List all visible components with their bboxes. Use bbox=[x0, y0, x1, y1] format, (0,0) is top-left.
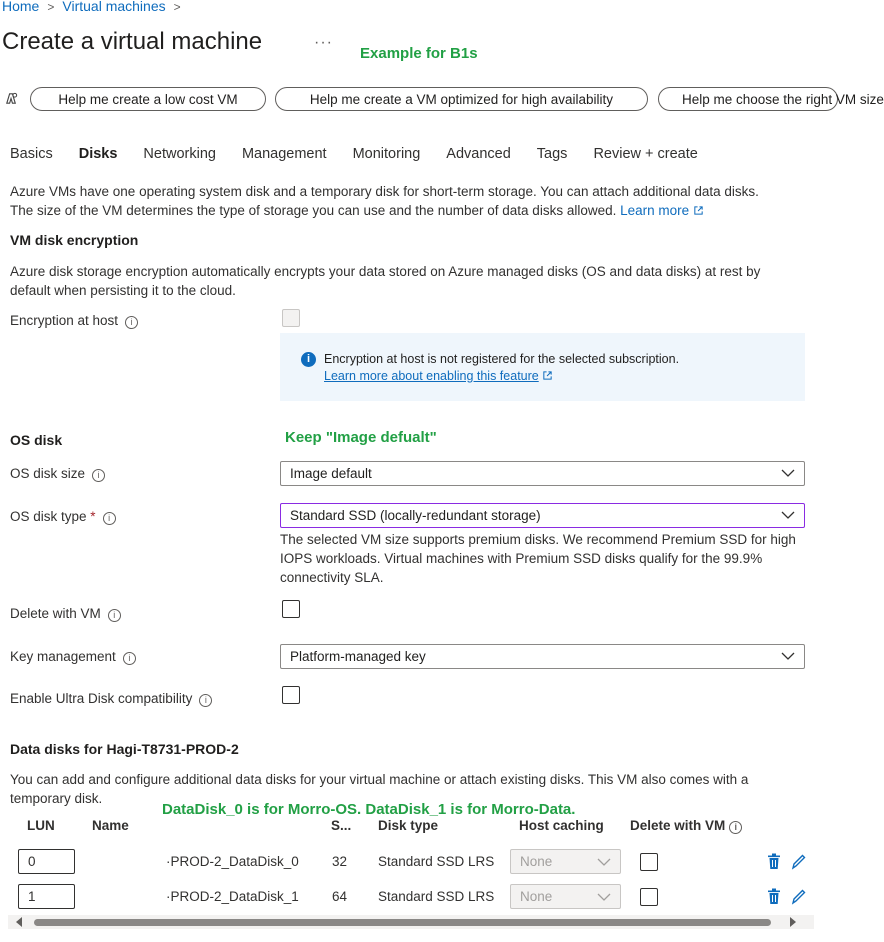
delete-with-vm-checkbox[interactable] bbox=[640, 888, 658, 906]
annotation-b1s: Example for B1s bbox=[360, 45, 478, 62]
column-header-delete-with-vm bbox=[630, 818, 742, 834]
tab-tags[interactable]: Tags bbox=[536, 146, 568, 162]
encryption-at-host-label bbox=[10, 313, 138, 329]
chevron-down-icon bbox=[597, 857, 611, 867]
info-icon[interactable]: i bbox=[729, 821, 742, 834]
column-header-delete-text: Delete with VM bbox=[630, 818, 726, 833]
os-disk-type-text: OS disk type bbox=[10, 509, 87, 524]
chevron-down-icon bbox=[781, 468, 795, 478]
os-disk-type-dropdown[interactable] bbox=[280, 503, 805, 528]
tab-advanced[interactable]: Advanced bbox=[446, 146, 511, 162]
edit-icon[interactable] bbox=[791, 853, 806, 870]
breadcrumb-home-link[interactable]: Home bbox=[2, 0, 40, 14]
info-icon[interactable]: i bbox=[123, 652, 136, 665]
chevron-down-icon bbox=[781, 510, 795, 520]
intro-line-1: Azure VMs have one operating system disk and a temporary disk for short-term storage. You can attach additional data disks. bbox=[10, 184, 759, 199]
column-header-host-caching: Host caching bbox=[519, 818, 604, 833]
info-icon[interactable]: i bbox=[199, 694, 212, 707]
os-disk-size-text: OS disk size bbox=[10, 466, 86, 481]
disks-intro-text bbox=[10, 182, 810, 220]
breadcrumb-separator: > bbox=[173, 0, 181, 14]
key-management-label bbox=[10, 649, 136, 665]
intro-line-2: The size of the VM determines the type of storage you can use and the number of data disks allowed. bbox=[10, 203, 617, 218]
tab-monitoring[interactable]: Monitoring bbox=[352, 146, 421, 162]
encryption-info-box bbox=[280, 333, 805, 401]
encryption-at-host-checkbox[interactable] bbox=[282, 309, 300, 327]
host-caching-value: None bbox=[520, 854, 553, 869]
encryption-at-host-text: Encryption at host bbox=[10, 313, 119, 328]
copilot-icon bbox=[4, 91, 19, 109]
column-header-disk-type: Disk type bbox=[378, 818, 439, 833]
column-header-lun: LUN bbox=[27, 818, 55, 833]
ultra-disk-checkbox[interactable] bbox=[282, 686, 300, 704]
annotation-datadisks: DataDisk_0 is for Morro-OS. DataDisk_1 is for Morro-Data. bbox=[162, 801, 576, 818]
encryption-info-message bbox=[324, 351, 679, 385]
chevron-down-icon bbox=[597, 892, 611, 902]
key-management-value: Platform-managed key bbox=[290, 649, 426, 664]
disk-type: Standard SSD LRS bbox=[378, 854, 495, 869]
os-disk-size-label bbox=[10, 466, 105, 482]
info-icon[interactable]: i bbox=[103, 512, 116, 525]
delete-with-vm-text: Delete with VM bbox=[10, 606, 101, 621]
disk-type: Standard SSD LRS bbox=[378, 889, 495, 904]
host-caching-value: None bbox=[520, 889, 553, 904]
disk-size: 64 bbox=[332, 889, 348, 904]
edit-icon[interactable] bbox=[791, 888, 806, 905]
key-management-dropdown[interactable] bbox=[280, 644, 805, 669]
breadcrumb bbox=[2, 0, 189, 14]
external-link-icon bbox=[542, 370, 553, 381]
breadcrumb-separator: > bbox=[47, 0, 55, 14]
host-caching-select[interactable] bbox=[510, 884, 621, 909]
help-high-availability-button[interactable]: Help me create a VM optimized for high availability bbox=[275, 87, 648, 111]
info-icon: i bbox=[301, 352, 316, 367]
delete-with-vm-checkbox[interactable] bbox=[282, 600, 300, 618]
info-icon[interactable]: i bbox=[92, 469, 105, 482]
scrollbar-thumb[interactable] bbox=[34, 919, 771, 926]
os-disk-type-label bbox=[10, 509, 116, 525]
key-management-text: Key management bbox=[10, 649, 116, 664]
lun-input[interactable]: 0 bbox=[18, 849, 75, 874]
tab-management[interactable]: Management bbox=[241, 146, 327, 162]
ultra-disk-text: Enable Ultra Disk compatibility bbox=[10, 691, 193, 706]
learn-more-link[interactable]: Learn more bbox=[620, 203, 690, 218]
info-icon[interactable]: i bbox=[125, 316, 138, 329]
column-header-size: S... bbox=[331, 818, 352, 833]
tab-networking[interactable]: Networking bbox=[143, 146, 216, 162]
encryption-info-text: Encryption at host is not registered for the selected subscription. bbox=[324, 352, 680, 366]
os-disk-size-value: Image default bbox=[290, 466, 372, 481]
scroll-right-icon[interactable] bbox=[790, 917, 796, 927]
info-icon[interactable]: i bbox=[108, 609, 121, 622]
delete-icon[interactable] bbox=[767, 853, 781, 870]
column-header-name: Name bbox=[92, 818, 129, 833]
os-disk-type-value: Standard SSD (locally-redundant storage) bbox=[290, 508, 541, 523]
breadcrumb-virtual-machines-link[interactable]: Virtual machines bbox=[62, 0, 166, 14]
ultra-disk-label bbox=[10, 691, 212, 707]
lun-input[interactable]: 1 bbox=[18, 884, 75, 909]
tab-review-create[interactable]: Review + create bbox=[593, 146, 698, 162]
help-low-cost-vm-button[interactable]: Help me create a low cost VM bbox=[30, 87, 266, 111]
page-title: Create a virtual machine bbox=[2, 28, 263, 55]
os-disk-type-help: The selected VM size supports premium disks. We recommend Premium SSD for high IOPS workloads. Virtual machines with Premium SSD disks qualify for the 99.9% connectivity SLA. bbox=[280, 532, 796, 585]
vm-disk-encryption-heading: VM disk encryption bbox=[10, 232, 139, 248]
wizard-tabs bbox=[10, 146, 724, 168]
data-disks-description: You can add and configure additional data disks for your virtual machine or attach existing disks. This VM also comes with a temporary disk. bbox=[10, 772, 749, 806]
help-choose-vm-size-button[interactable]: Help me choose the right VM size bbox=[658, 87, 838, 111]
encryption-description: Azure disk storage encryption automatically encrypts your data stored on Azure managed disks (OS and data disks) at rest by default when persisting it to the cloud. bbox=[10, 264, 761, 298]
scroll-left-icon[interactable] bbox=[16, 917, 22, 927]
annotation-image-default: Keep "Image defualt" bbox=[285, 429, 437, 446]
delete-with-vm-label bbox=[10, 606, 121, 622]
delete-icon[interactable] bbox=[767, 888, 781, 905]
chevron-down-icon bbox=[781, 651, 795, 661]
required-mark: * bbox=[90, 509, 96, 524]
disk-size: 32 bbox=[332, 854, 348, 869]
more-options-button[interactable]: ··· bbox=[314, 34, 333, 51]
tab-basics[interactable]: Basics bbox=[10, 146, 53, 162]
disk-name: ·PROD-2_DataDisk_0 bbox=[166, 854, 299, 869]
delete-with-vm-checkbox[interactable] bbox=[640, 853, 658, 871]
learn-more-enabling-link[interactable]: Learn more about enabling this feature bbox=[324, 369, 539, 383]
host-caching-select[interactable] bbox=[510, 849, 621, 874]
os-disk-heading: OS disk bbox=[10, 432, 63, 448]
data-disks-heading: Data disks for Hagi-T8731-PROD-2 bbox=[10, 741, 239, 757]
disk-name: ·PROD-2_DataDisk_1 bbox=[166, 889, 299, 904]
external-link-icon bbox=[693, 205, 704, 216]
os-disk-size-dropdown[interactable] bbox=[280, 461, 805, 486]
tab-disks[interactable]: Disks bbox=[78, 146, 118, 162]
